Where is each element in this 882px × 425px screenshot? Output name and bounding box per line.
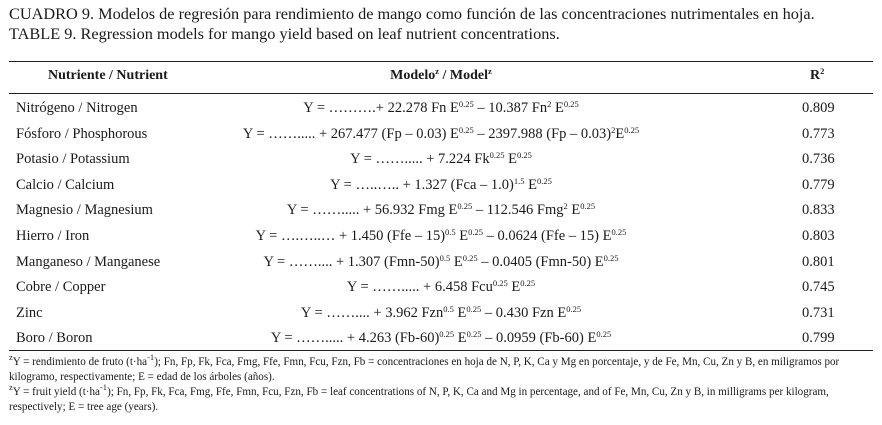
header-model [0,68,882,84]
nutrient-cell: Fósforo / Phosphorous [16,125,148,142]
model-exponent: 0.25 [489,150,505,161]
model-text: E [450,253,463,270]
table-row [0,254,882,279]
model-text: Y = …….... + 1.307 (Fmn-50) [263,253,440,270]
model-text: Y = ……..... + 6.458 Fcu [346,279,493,296]
model-text: Y = …..….. + 1.327 (Fca – 1.0) [330,176,514,193]
footnote-es [9,352,879,384]
model-exponent: 0.25 [520,278,536,289]
model-text: E [615,125,625,142]
model-text: – 0.0405 (Fmn-50) E [477,253,604,270]
model-exponent: 0.25 [580,201,596,212]
model-cell [0,254,882,271]
model-exponent: 0.25 [603,252,619,263]
table-row [0,330,882,355]
model-exponent: 0.25 [563,99,579,109]
model-cell [0,330,882,347]
model-text: – 0.0959 (Fb-60) E [481,330,597,347]
nutrient-cell: Magnesio / Magnesium [16,202,153,219]
model-exponent: 0.25 [566,303,582,314]
nutrient-cell: Calcio / Calcium [16,176,115,193]
r2-cell: 0.779 [802,176,835,193]
table-row [0,100,882,125]
model-exponent: 0.25 [462,252,478,263]
header-rule [9,93,873,94]
model-text: E [454,330,467,347]
r2-cell: 0.833 [802,202,835,219]
nutrient-cell: Potasio / Potassium [16,151,130,168]
nutrient-cell: Zinc [16,304,43,321]
model-cell [0,202,882,219]
nutrient-cell: Manganeso / Manganese [16,253,161,270]
model-exponent: 0.5 [445,227,456,237]
model-text: – 0.0624 (Ffe – 15) E [483,228,612,244]
header-model-es: Modelo [390,68,436,83]
model-cell [0,151,882,168]
header-model-es-sup: z [435,66,440,76]
model-text: Y = …….... + 3.962 Fzn [300,304,444,321]
model-exponent: 0.5 [443,303,454,314]
model-exponent: 0.25 [537,175,552,186]
model-exponent: 0.25 [516,150,532,161]
model-exponent: 0.25 [611,227,627,237]
model-text: – 112.546 Fmg [472,202,564,219]
model-text: E [453,304,467,321]
footnote-en-text-1: Y = fruit yield (t·ha [12,386,100,398]
r2-cell: 0.809 [802,100,835,116]
model-exponent: 0.25 [458,124,474,135]
table-row [0,305,882,330]
footnote-es-text-1: Y = rendimiento de fruto (t·ha [12,356,148,368]
table-row [0,279,882,304]
model-text: E [507,279,521,296]
header-r2-label: R [810,68,821,83]
nutrient-cell: Boro / Boron [16,330,93,347]
model-text: E [524,176,537,193]
model-exponent: 0.25 [466,303,482,314]
table-row [0,151,882,176]
model-cell [0,126,882,143]
model-cell [0,177,882,194]
table-row [0,177,882,202]
bottom-rule [9,350,873,351]
model-text: Y = ……..... + 7.224 Fk [350,151,490,168]
model-cell [0,305,882,322]
model-text: Y = ……….+ 22.278 Fn E [303,100,459,116]
footnote-en [9,382,879,414]
header-nutrient: Nutriente / Nutrient [48,68,168,83]
model-text: E [455,228,469,244]
footnote-en-mark: z [9,382,13,392]
model-exponent: 0.25 [492,278,508,289]
model-cell [0,100,882,117]
nutrient-cell: Nitrógeno / Nitrogen [16,100,138,116]
model-exponent: 0.25 [624,124,640,135]
footnote-en-exp: -1 [99,382,108,392]
model-text: – 10.387 Fn [473,100,548,116]
nutrient-cell: Hierro / Iron [16,228,90,244]
r2-cell: 0.803 [802,228,835,244]
table-row [0,126,882,151]
model-exponent: 2 [611,124,616,135]
nutrient-cell: Cobre / Copper [16,279,106,296]
r2-cell: 0.799 [802,330,835,347]
header-r2 [810,68,824,84]
footnote-es-exp: -1 [147,352,155,362]
model-text: Y = ……..... + 56.932 Fmg E [286,202,458,219]
footnote-es-text-2: ); Fn, Fp, Fk, Fca, Fmg, Ffe, Fmn, Fcu, Fzn, Fb = concentraciones en hoja de N, P, K, Ca y Mg en porcentaje, y de Fe, Mn, Cu, Zn y B, en miligramos por kilogramo, respectivamente; E = edad de los árboles (años). [9,356,840,383]
header-r2-sup: 2 [820,66,825,76]
model-text: E [551,100,564,116]
model-text: Y = ……..... + 4.263 (Fb-60) [270,330,440,347]
r2-cell: 0.731 [802,304,835,321]
header-model-en: / Model [439,68,489,83]
model-exponent: 0.25 [468,227,484,237]
model-cell [0,279,882,296]
model-text: – 2397.988 (Fp – 0.03) [473,125,612,142]
model-text: Y = ……..... + 267.477 (Fp – 0.03) E [242,125,459,142]
model-text: – 0.430 Fzn E [481,304,567,321]
model-exponent: 0.25 [439,329,455,340]
model-exponent: 0.25 [457,201,473,212]
model-exponent: 0.25 [596,329,612,340]
table-row [0,228,882,253]
top-rule [9,61,873,62]
model-text: E [567,202,581,219]
header-model-en-sup: z [488,66,492,76]
model-text: Y = ….…..… + 1.450 (Ffe – 15) [255,228,446,244]
model-exponent: 0.25 [466,329,482,340]
r2-cell: 0.736 [802,151,835,168]
model-exponent: 2 [547,99,552,109]
model-cell [0,228,882,245]
model-exponent: 1.5 [513,175,525,186]
r2-cell: 0.745 [802,279,835,296]
table-row [0,202,882,227]
model-text: E [504,151,517,168]
footnote-es-mark: z [9,352,13,362]
model-exponent: 0.5 [439,252,451,263]
r2-cell: 0.801 [802,253,835,270]
table-title-es: CUADRO 9. Modelos de regresión para rendimiento de mango como función de las concentraciones nutrimentales en hoja. [9,4,815,23]
r2-cell: 0.773 [802,125,835,142]
model-exponent: 2 [563,201,568,212]
footnote-en-text-2: ); Fn, Fp, Fk, Fca, Fmg, Ffe, Fmn, Fcu, Fzn, Fb = leaf concentrations of N, P, K, Ca and Mg in percentage, and of Fe, Mn, Cu, Zn y B, in milligrams per kilogram, respectively; E = tree age (years). [9,386,829,413]
model-exponent: 0.25 [458,99,474,109]
table-title-en: TABLE 9. Regression models for mango yield based on leaf nutrient concentrations. [9,24,560,43]
